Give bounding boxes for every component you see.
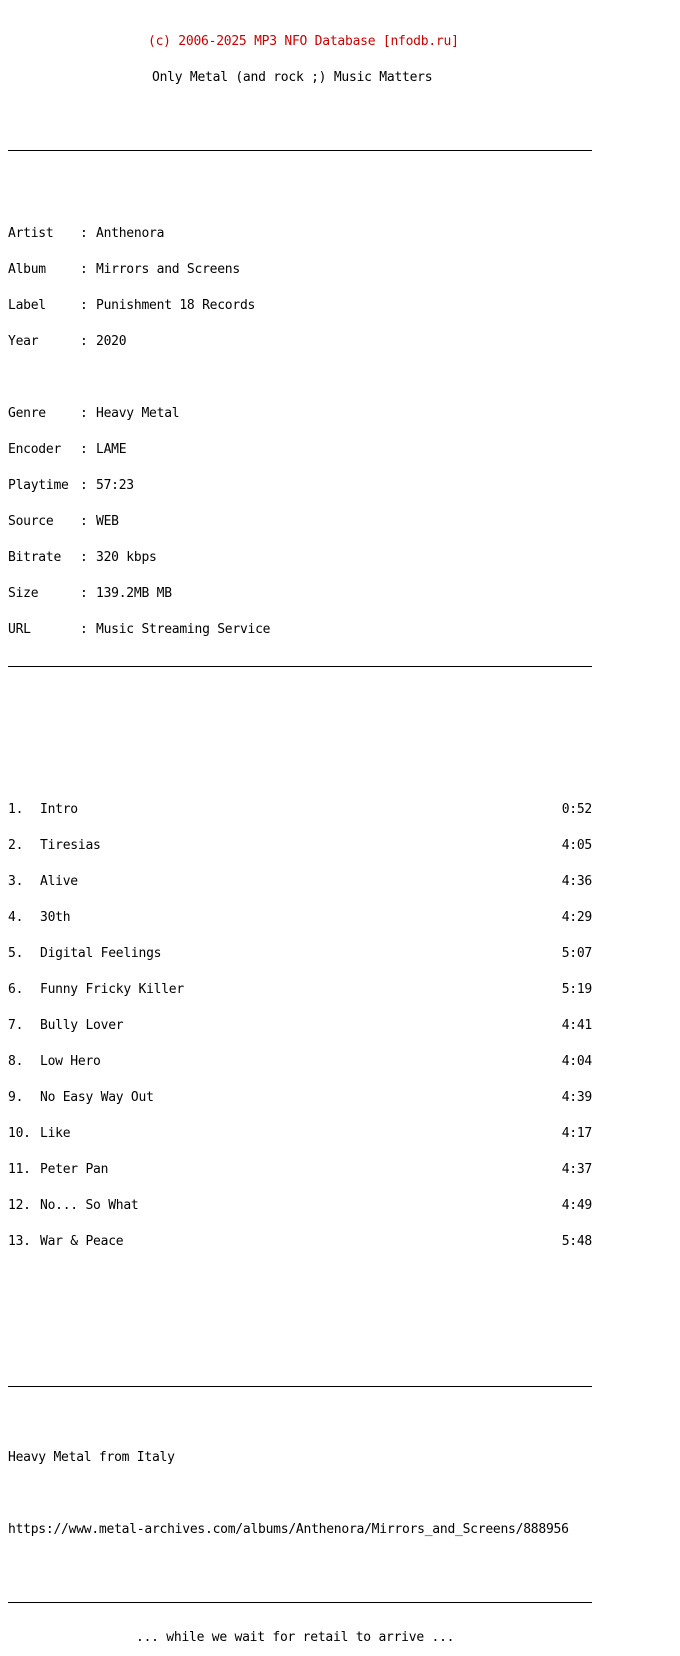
info-playtime	[8, 480, 672, 492]
divider-bottom	[8, 1596, 672, 1608]
divider-info	[8, 660, 672, 672]
tagline-text: Only Metal (and rock ;) Music Matters	[152, 70, 433, 85]
info-source	[8, 516, 672, 528]
description-line: Heavy Metal from Italy	[8, 1450, 175, 1465]
info-key: Source	[8, 514, 54, 529]
info-url	[8, 624, 672, 636]
info-separator: :	[80, 226, 88, 241]
track-time: 5:07	[561, 946, 592, 961]
track-row	[8, 948, 592, 960]
info-separator: :	[80, 298, 88, 313]
track-number: 1.	[8, 802, 24, 817]
tagline-line	[8, 72, 672, 84]
info-value: 57:23	[96, 478, 134, 493]
track-title: Funny Fricky Killer	[40, 982, 184, 997]
track-time: 4:36	[561, 874, 592, 889]
info-genre	[8, 408, 672, 420]
track-time: 4:49	[561, 1198, 592, 1213]
track-time: 5:19	[561, 982, 592, 997]
info-key: Playtime	[8, 478, 69, 493]
info-value: Mirrors and Screens	[96, 262, 240, 277]
info-separator: :	[80, 406, 88, 421]
credit-text: (c) 2006-2025 MP3 NFO Database [nfodb.ru]	[148, 34, 459, 49]
track-title: Digital Feelings	[40, 946, 162, 961]
info-value: Anthenora	[96, 226, 165, 241]
track-row	[8, 1056, 592, 1068]
track-row	[8, 1020, 592, 1032]
track-time: 4:29	[561, 910, 592, 925]
info-separator: :	[80, 478, 88, 493]
footer-line	[8, 1632, 672, 1644]
info-size	[8, 588, 672, 600]
track-row	[8, 912, 592, 924]
track-time: 5:48	[561, 1234, 592, 1249]
track-row	[8, 804, 592, 816]
track-time: 4:04	[561, 1054, 592, 1069]
footer-message: ... while we wait for retail to arrive ...	[136, 1630, 455, 1645]
info-label	[8, 300, 672, 312]
track-title: Low Hero	[40, 1054, 101, 1069]
info-value: 139.2MB MB	[96, 586, 172, 601]
track-row	[8, 1128, 592, 1140]
track-time: 4:39	[561, 1090, 592, 1105]
info-key: Year	[8, 334, 39, 349]
info-key: Album	[8, 262, 46, 277]
track-title: Peter Pan	[40, 1162, 109, 1177]
info-key: Encoder	[8, 442, 62, 457]
info-year	[8, 336, 672, 348]
track-time: 4:17	[561, 1126, 592, 1141]
track-number: 13.	[8, 1234, 31, 1249]
track-time: 4:41	[561, 1018, 592, 1033]
info-value: Punishment 18 Records	[96, 298, 256, 313]
info-album	[8, 264, 672, 276]
track-row	[8, 984, 592, 996]
credit-line	[8, 36, 672, 48]
track-row	[8, 1236, 592, 1248]
info-key: Label	[8, 298, 46, 313]
info-separator: :	[80, 334, 88, 349]
info-separator: :	[80, 262, 88, 277]
track-row	[8, 876, 592, 888]
info-encoder	[8, 444, 672, 456]
divider-tracks	[8, 1380, 672, 1392]
track-title: Intro	[40, 802, 78, 817]
track-title: Like	[40, 1126, 71, 1141]
track-row	[8, 1092, 592, 1104]
track-number: 9.	[8, 1090, 24, 1105]
track-time: 4:37	[561, 1162, 592, 1177]
track-row	[8, 840, 592, 852]
info-key: Artist	[8, 226, 54, 241]
info-key: Genre	[8, 406, 46, 421]
track-number: 2.	[8, 838, 24, 853]
track-row	[8, 1200, 592, 1212]
info-key: URL	[8, 622, 31, 637]
info-bitrate	[8, 552, 672, 564]
track-title: War & Peace	[40, 1234, 124, 1249]
info-key: Size	[8, 586, 39, 601]
info-separator: :	[80, 442, 88, 457]
divider-top	[8, 144, 672, 156]
info-value: LAME	[96, 442, 127, 457]
track-number: 3.	[8, 874, 24, 889]
track-time: 0:52	[561, 802, 592, 817]
info-separator: :	[80, 622, 88, 637]
track-title: Tiresias	[40, 838, 101, 853]
info-value: 2020	[96, 334, 127, 349]
info-separator: :	[80, 586, 88, 601]
track-time: 4:05	[561, 838, 592, 853]
info-value: WEB	[96, 514, 119, 529]
track-title: Bully Lover	[40, 1018, 124, 1033]
track-number: 12.	[8, 1198, 31, 1213]
track-number: 6.	[8, 982, 24, 997]
track-number: 8.	[8, 1054, 24, 1069]
metal-archives-link[interactable]: https://www.metal-archives.com/albums/Anthenora/Mirrors_and_Screens/888956	[8, 1522, 569, 1537]
nfo-document	[8, 0, 672, 1656]
track-title: Alive	[40, 874, 78, 889]
tracklist	[8, 780, 672, 1272]
info-value: Music Streaming Service	[96, 622, 271, 637]
track-title: 30th	[40, 910, 71, 925]
info-separator: :	[80, 514, 88, 529]
track-number: 10.	[8, 1126, 31, 1141]
track-number: 5.	[8, 946, 24, 961]
info-value: Heavy Metal	[96, 406, 180, 421]
info-key: Bitrate	[8, 550, 62, 565]
track-number: 7.	[8, 1018, 24, 1033]
info-separator: :	[80, 550, 88, 565]
track-title: No... So What	[40, 1198, 139, 1213]
track-number: 4.	[8, 910, 24, 925]
track-title: No Easy Way Out	[40, 1090, 154, 1105]
info-value: 320 kbps	[96, 550, 157, 565]
track-number: 11.	[8, 1162, 31, 1177]
info-artist	[8, 228, 672, 240]
track-row	[8, 1164, 592, 1176]
